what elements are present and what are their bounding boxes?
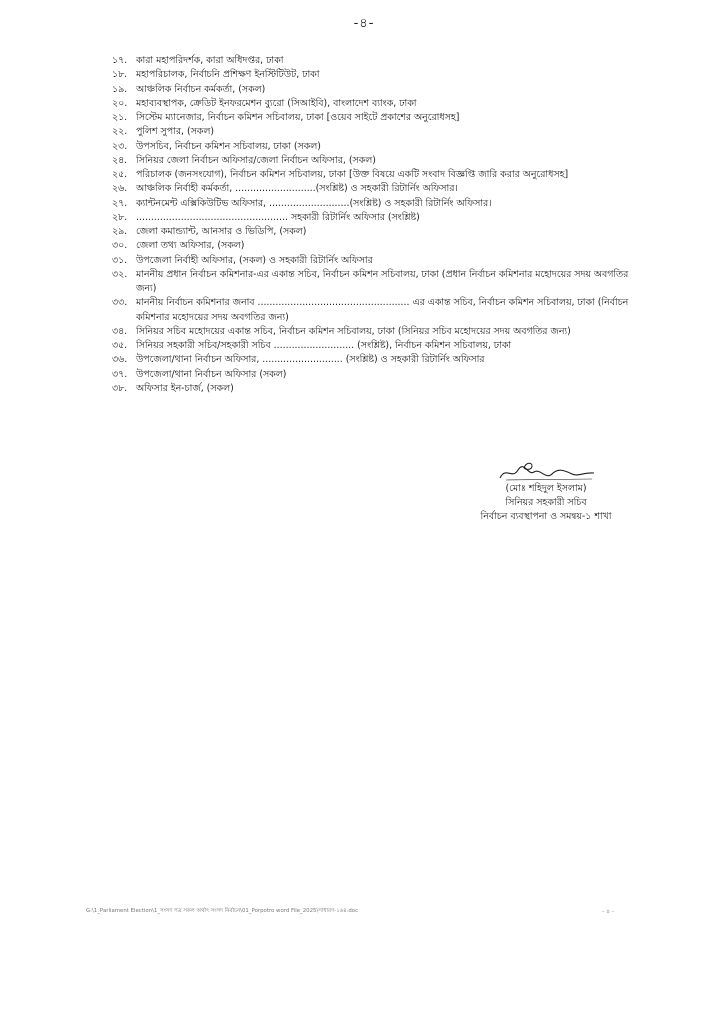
list-item-number: ২৬. (112, 183, 128, 195)
list-item-text: ক্যান্টনমেন্ট এক্সিকিউটিভ অফিসার, ...........................(সংশ্লিষ্ট) ও সহকারী রিটার্নিং অফিসার। (136, 197, 492, 209)
signatory-designation: সিনিয়র সহকারী সচিব (505, 497, 587, 508)
list-item-number: ১৮. (112, 69, 128, 81)
list-item (112, 97, 632, 111)
list-item-text: মাননীয় প্রধান নির্বাচন কমিশনার-এর একান্ত সচিব, নির্বাচন কমিশন সচিবালয়, ঢাকা (প্রধান নির্বাচন কমিশনার মহোদয়ের সদয় অবগতির জন্য) (136, 268, 629, 294)
list-item-number: ৩১. (112, 254, 128, 266)
list-item-text: উপজেলা/থানা নির্বাচন অফিসার, ........................... (সংশ্লিষ্ট) ও সহকারী রিটার্নিং অফিসার (136, 354, 485, 366)
list-item-text: উপসচিব, নির্বাচন কমিশন সচিবালয়, ঢাকা (সকল) (136, 140, 321, 152)
list-item-number: ১৭. (112, 55, 128, 66)
signatory-name: (মোঃ শহিদুল ইসলাম) (505, 483, 587, 494)
footer-file-path: G:\1_Parliament Election\1_সংসদ পত্র সকল অর্থাৎ সংসদ নির্বাচন\01_Porpotro word File_2025\সাধারণ-১৬৪.doc (86, 908, 359, 914)
list-item (112, 268, 632, 297)
list-item-number: ৩৪. (112, 325, 128, 337)
list-item-number: ৩৫. (112, 340, 128, 351)
list-item-number: ২৫. (112, 169, 128, 180)
list-item-text: আঞ্চলিক নির্বাচন কর্মকর্তা, (সকল) (136, 83, 266, 95)
list-item (112, 254, 632, 268)
list-item (112, 182, 632, 196)
list-item (112, 353, 632, 367)
list-item-text: পুলিশ সুপার, (সকল) (136, 126, 215, 138)
list-item-text: সিনিয়র সহকারী সচিব/সহকারী সচিব ........................... (সংশ্লিষ্ট), নির্বাচন কমিশন সচিবালয়, ঢাকা (136, 340, 512, 351)
list-item (112, 140, 632, 154)
list-item-text: সিনিয়র জেলা নির্বাচন অফিসার/জেলা নির্বাচন অফিসার, (সকল) (136, 154, 376, 166)
list-item-number: ২৭. (112, 197, 128, 209)
page-number: -৪- (353, 16, 375, 31)
list-item-number: ৩৭. (112, 368, 128, 380)
list-item (112, 296, 632, 325)
list-item-number: ২১. (112, 112, 128, 123)
list-item (112, 225, 632, 239)
list-item-number: ২৮. (112, 211, 128, 223)
list-item-number: ২৯. (112, 226, 128, 237)
list-item (112, 83, 632, 97)
list-item (112, 239, 632, 253)
list-item-text: মহাপরিচালক, নির্বাচনি প্রশিক্ষণ ইনস্টিটিউট, ঢাকা (136, 69, 320, 81)
list-item-number: ২২. (112, 126, 128, 138)
list-item-text: উপজেলা/থানা নির্বাচন অফিসার (সকল) (136, 368, 287, 380)
list-item (112, 168, 632, 182)
list-item-number: ৩২. (112, 268, 128, 280)
list-item-text: মহাব্যবস্থাপক, ক্রেডিট ইনফরমেশন ব্যুরো (সিআইবি), বাংলাদেশ ব্যাংক, ঢাকা (136, 97, 417, 109)
list-item-number: ১৯. (112, 83, 128, 95)
list-item-text: জেলা তথ্য অফিসার, (সকল) (136, 240, 245, 252)
handwritten-signature (486, 458, 606, 484)
list-item-text: সিনিয়র সচিব মহোদয়ের একান্ত সচিব, নির্বাচন কমিশন সচিবালয়, ঢাকা (সিনিয়র সচিব মহোদয়ের সদয় অবগতির জন্য) (136, 325, 571, 337)
list-item-text: জেলা কমান্ড্যান্ট, আনসার ও ভিডিপি, (সকল) (136, 226, 307, 237)
signatory-section: নির্বাচন ব্যবস্থাপনা ও সমন্বয়-১ শাখা (480, 511, 612, 522)
list-item (112, 211, 632, 225)
list-item-text: আঞ্চলিক নির্বাহী কর্মকর্তা, ...........................(সংশ্লিষ্ট) ও সহকারী রিটার্নিং অফিসার। (136, 183, 458, 195)
signature-block (436, 458, 656, 524)
list-item (112, 54, 632, 68)
list-item-number: ২৪. (112, 154, 128, 166)
list-item (112, 68, 632, 82)
list-item (112, 125, 632, 139)
list-item (112, 197, 632, 211)
list-item-text: ................................................... সহকারী রিটার্নিং অফিসার (সংশ্লিষ্ট) (136, 211, 420, 223)
list-item-text: সিস্টেম ম্যানেজার, নির্বাচন কমিশন সচিবালয়, ঢাকা [ওয়েব সাইটে প্রকাশের অনুরোধসহ] (136, 112, 460, 123)
footer-page-mark: - ৪ - (602, 908, 615, 915)
list-item-number: ২০. (112, 97, 128, 109)
list-item (112, 339, 632, 353)
list-item-number: ২৩. (112, 140, 128, 152)
list-item-text: কারা মহাপরিদর্শক, কারা অধিদপ্তর, ঢাকা (136, 55, 284, 66)
list-item-number: ৩৮. (112, 382, 128, 394)
list-item-number: ৩৩. (112, 297, 128, 309)
list-item-text: মাননীয় নির্বাচন কমিশনার জনাব ................................................... এর একান্ত সচিব, নির্বাচন কমিশন সচিবালয়, ঢাকা (নির্বাচন কমিশনার মহোদয়ের সদয় অবগতির জন্য) (136, 297, 629, 323)
list-item (112, 368, 632, 382)
list-item-text: অফিসার ইন-চার্জ, (সকল) (136, 382, 234, 394)
list-item-number: ৩৬. (112, 354, 128, 366)
list-item-text: উপজেলা নির্বাহী অফিসার, (সকল) ও সহকারী রিটার্নিং অফিসার (136, 254, 373, 266)
list-item (112, 111, 632, 125)
list-item (112, 154, 632, 168)
list-item-text: পরিচালক (জনসংযোগ), নির্বাচন কমিশন সচিবালয়, ঢাকা [উক্ত বিষয়ে একটি সংবাদ বিজ্ঞপ্তি জারি করার অনুরোধসহ] (136, 169, 569, 180)
list-item (112, 382, 632, 396)
distribution-list (112, 54, 632, 396)
list-item (112, 325, 632, 339)
list-item-number: ৩০. (112, 240, 128, 252)
